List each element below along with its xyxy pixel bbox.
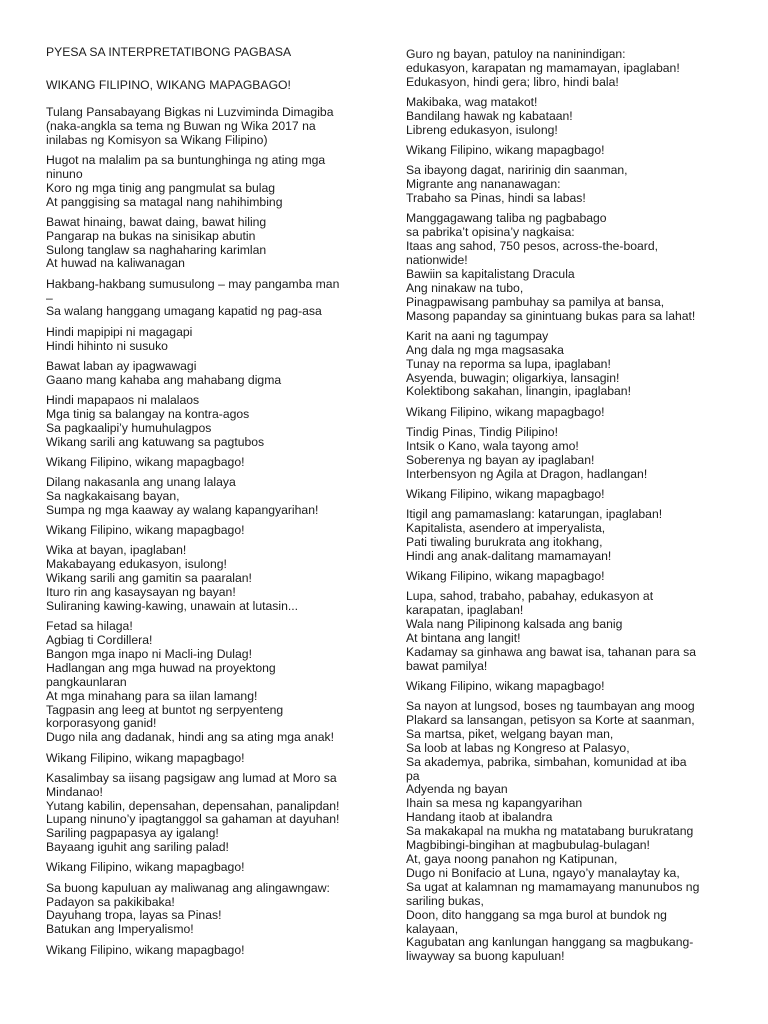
- stanza: [406, 48, 724, 90]
- poem-line: Gaano mang kahaba ang mahabang digma: [46, 372, 282, 387]
- poem-line: Guro ng bayan, patuloy na naninindigan:: [406, 47, 626, 61]
- stanza: [406, 570, 724, 584]
- poem-line: Hindi ang anak-dalitang mamamayan!: [406, 548, 612, 563]
- poem-line: Mindanao!: [46, 784, 103, 799]
- poem-line: Hindi mapipipi ni magagapi: [46, 324, 193, 339]
- poem-line: Asyenda, buwagin; oligarkiya, lansagin!: [406, 370, 620, 385]
- poem-line: –: [46, 290, 53, 305]
- poem-line: Wikang Filipino, wikang mapagbago!: [406, 143, 605, 158]
- poem-line: Sumpa ng mga kaaway ay walang kapangyarihan!: [46, 502, 319, 517]
- poem-line: Bangon mga inapo ni Macli-ing Dulag!: [46, 646, 252, 661]
- byline-line: Tulang Pansabayang Bigkas ni Luzviminda Dimagiba: [46, 104, 334, 119]
- poem-line: Makabayang edukasyon, isulong!: [46, 557, 227, 572]
- poem-line: Yutang kabilin, depensahan, depensahan, panalipdan!: [46, 798, 340, 813]
- poem-line: Bayaang iguhit ang sariling palad!: [46, 840, 229, 855]
- stanza: [406, 508, 724, 564]
- poem-line: At mga minahang para sa iilan lamang!: [46, 688, 258, 703]
- poem-line: At bintana ang langit!: [406, 630, 521, 645]
- poem-line: Sa walang hanggang umagang kapatid ng pag-asa: [46, 304, 322, 319]
- poem-line: Kasalimbay sa iisang pagsigaw ang lumad at Moro sa: [46, 770, 337, 785]
- poem-line: Wikang sarili ang gamitin sa paaralan!: [46, 571, 252, 586]
- poem-line: Wikang Filipino, wikang mapagbago!: [46, 523, 245, 538]
- poem-line: Fetad sa hilaga!: [46, 619, 133, 634]
- poem-line: Bandilang hawak ng kabataan!: [406, 108, 573, 123]
- poem-line: At huwad na kaliwanagan: [46, 256, 185, 271]
- poem-line: Mga tinig sa balangay na kontra-agos: [46, 406, 250, 421]
- poem-line: Sa buong kapuluan ay maliwanag ang alingawngaw:: [46, 880, 330, 895]
- stanza: [406, 426, 724, 482]
- poem-line: Wikang Filipino, wikang mapagbago!: [46, 750, 245, 765]
- poem-line: Wikang Filipino, wikang mapagbago!: [406, 568, 605, 583]
- poem-line: Plakard sa lansangan, petisyon sa Korte at saanman,: [406, 712, 695, 727]
- stanza: [46, 394, 368, 450]
- poem-line: Tunay na reporma sa lupa, ipaglaban!: [406, 356, 611, 371]
- poem-line: Edukasyon, hindi gera; libro, hindi bala!: [406, 74, 619, 89]
- stanza: [46, 326, 368, 354]
- poem-line: Migrante ang nananawagan:: [406, 177, 561, 192]
- poem-line: Makibaka, wag matakot!: [406, 95, 538, 110]
- poem-line: Wika at bayan, ipaglaban!: [46, 543, 187, 558]
- poem-line: Hadlangan ang mga huwad na proyektong: [46, 660, 276, 675]
- poem-line: bawat pamilya!: [406, 658, 488, 673]
- poem-line: Itaas ang sahod, 750 pesos, across-the-board,: [406, 239, 659, 254]
- poem-line: Lupang ninuno’y ipagtanggol sa gahaman at dayuhan!: [46, 812, 340, 827]
- poem-line: Dugo ni Bonifacio at Luna, ngayo’y manalaytay ka,: [406, 865, 680, 880]
- stanza: [406, 700, 724, 964]
- poem-line: Batukan ang Imperyalismo!: [46, 922, 194, 937]
- poem-line: Sa ugat at kalamnan ng mamamayang manunubos ng: [406, 879, 700, 894]
- poem-line: Kapitalista, asendero at imperyalista,: [406, 520, 606, 535]
- poem-line: Kolektibong sakahan, linangin, ipaglaban!: [406, 384, 631, 399]
- poem-line: Ituro rin ang kasaysayan ng bayan!: [46, 584, 236, 599]
- byline-line: (naka-angkla sa tema ng Buwan ng Wika 2017 na: [46, 118, 316, 133]
- poem-line: Ang ninakaw na tubo,: [406, 280, 524, 295]
- stanza: [46, 524, 368, 538]
- stanza: [46, 752, 368, 766]
- poem-line: Bawat laban ay ipagwawagi: [46, 358, 197, 373]
- stanza: [406, 330, 724, 400]
- stanza: [46, 882, 368, 938]
- poem-line: Padayon sa pakikibaka!: [46, 894, 175, 909]
- stanza: [46, 861, 368, 875]
- poem-line: Bawiin sa kapitalistang Dracula: [406, 266, 575, 281]
- poem-line: Magbibingi-bingihan at magbubulag-bulagan!: [406, 838, 650, 853]
- poem-line: Koro ng mga tinig ang pangmulat sa bulag: [46, 180, 276, 195]
- poem-line: Ihain sa mesa ng kapangyarihan: [406, 796, 583, 811]
- right-column: [406, 0, 724, 971]
- poem-line: nationwide!: [406, 252, 468, 267]
- stanza: [406, 96, 724, 138]
- left-column: [46, 0, 368, 964]
- poem-line: Trabaho sa Pinas, hindi sa labas!: [406, 191, 586, 206]
- left-stanzas: [46, 154, 368, 958]
- stanza: [46, 944, 368, 958]
- poem-line: Wikang Filipino, wikang mapagbago!: [406, 404, 605, 419]
- stanza: [46, 154, 368, 210]
- stanza: [46, 360, 368, 388]
- poem-line: kalayaan,: [406, 921, 459, 936]
- poem-line: Sa nayon at lungsod, boses ng taumbayan ang moog: [406, 699, 695, 714]
- stanza: [46, 456, 368, 470]
- poem-line: Adyenda ng bayan: [406, 782, 508, 797]
- poem-line: Handang itaob at ibalandra: [406, 810, 553, 825]
- poem-line: Pinagpawisang pambuhay sa pamilya at bansa,: [406, 294, 665, 309]
- stanza: [46, 544, 368, 614]
- poem-line: Suliraning kawing-kawing, unawain at lutasin...: [46, 598, 299, 613]
- poem-line: Sa nagkakaisang bayan,: [46, 488, 180, 503]
- poem-line: Hugot na malalim pa sa buntunghinga ng ating mga: [46, 152, 326, 167]
- poem-line: Pati tiwaling burukrata ang itokhang,: [406, 534, 603, 549]
- poem-line: Karit na aani ng tagumpay: [406, 328, 549, 343]
- poem-line: Bawat hinaing, bawat daing, bawat hiling: [46, 214, 267, 229]
- poem-line: Sa makakapal na mukha ng matatabang burukratang: [406, 824, 694, 839]
- poem-line: Sa loob at labas ng Kongreso at Palasyo,: [406, 740, 630, 755]
- poem-line: pangkaunlaran: [46, 674, 127, 689]
- stanza: [46, 772, 368, 855]
- stanza: [406, 164, 724, 206]
- byline-line: inilabas ng Komisyon sa Wikang Filipino): [46, 132, 268, 147]
- poem-line: Sariling pagpapasya ay igalang!: [46, 826, 219, 841]
- poem-line: Ang dala ng mga magsasaka: [406, 342, 564, 357]
- byline: [46, 106, 368, 148]
- poem-line: Soberenya ng bayan ay ipaglaban!: [406, 452, 595, 467]
- poem-line: Tagpasin ang leeg at buntot ng serpyenteng: [46, 702, 284, 717]
- poem-line: Libreng edukasyon, isulong!: [406, 122, 558, 137]
- poem-line: sariling bukas,: [406, 893, 484, 908]
- stanza: [406, 590, 724, 673]
- poem-line: Wikang Filipino, wikang mapagbago!: [46, 942, 245, 957]
- poem-line: Pangarap na bukas na sinisikap abutin: [46, 228, 256, 243]
- poem-line: Wikang sarili ang katuwang sa pagtubos: [46, 434, 265, 449]
- stanza: [406, 406, 724, 420]
- poem-line: Sa martsa, piket, welgang bayan man,: [406, 726, 614, 741]
- poem-line: Sa ibayong dagat, naririnig din saanman,: [406, 163, 628, 178]
- poem-line: liwayway sa buong kapuluan!: [406, 949, 565, 964]
- poem-line: Sa akademya, pabrika, simbahan, komunidad at iba: [406, 754, 687, 769]
- poem-line: Wikang Filipino, wikang mapagbago!: [46, 860, 245, 875]
- right-stanzas: [406, 48, 724, 964]
- poem-line: Dugo nila ang dadanak, hindi ang sa ating mga anak!: [46, 730, 334, 745]
- poem-title: WIKANG FILIPINO, WIKANG MAPAGBAGO!: [46, 77, 291, 92]
- poem-line: Tindig Pinas, Tindig Pilipino!: [406, 424, 558, 439]
- poem-line: korporasyong ganid!: [46, 716, 157, 731]
- poem-line: Hindi hihinto ni susuko: [46, 338, 168, 353]
- poem-line: Hakbang-hakbang sumusulong – may pangamba man: [46, 276, 340, 291]
- poem-line: At panggising sa matagal nang nahihimbing: [46, 194, 283, 209]
- stanza: [406, 680, 724, 694]
- stanza: [46, 476, 368, 518]
- poem-line: Wala nang Pilipinong kalsada ang banig: [406, 616, 623, 631]
- stanza: [46, 216, 368, 272]
- stanza: [46, 278, 368, 320]
- stanza: [406, 212, 724, 323]
- poem-line: Interbensyon ng Agila at Dragon, hadlangan!: [406, 466, 648, 481]
- poem-line: Lupa, sahod, trabaho, pabahay, edukasyon at: [406, 589, 654, 604]
- poem-line: At, gaya noong panahon ng Katipunan,: [406, 851, 618, 866]
- poem-line: pa: [406, 768, 420, 783]
- poem-line: Kagubatan ang kanlungan hanggang sa magbukang-: [406, 935, 694, 950]
- poem-line: edukasyon, karapatan ng mamamayan, ipaglaban!: [406, 60, 680, 75]
- poem-line: Itigil ang pamamaslang: katarungan, ipaglaban!: [406, 506, 663, 521]
- poem-line: Masong papanday sa ginintuang bukas para sa lahat!: [406, 308, 696, 323]
- poem-line: Agbiag ti Cordillera!: [46, 632, 153, 647]
- piece-label: PYESA SA INTERPRETATIBONG PAGBASA: [46, 45, 292, 59]
- poem-line: karapatan, ipaglaban!: [406, 602, 524, 617]
- poem-line: Dayuhang tropa, layas sa Pinas!: [46, 908, 222, 923]
- poem-line: Wikang Filipino, wikang mapagbago!: [406, 678, 605, 693]
- poem-line: Hindi mapapaos ni malalaos: [46, 392, 200, 407]
- poem-line: Wikang Filipino, wikang mapagbago!: [406, 486, 605, 501]
- poem-line: ninuno: [46, 166, 83, 181]
- poem-line: Intsik o Kano, wala tayong amo!: [406, 438, 579, 453]
- poem-line: Sa pagkaalipi’y humuhulagpos: [46, 420, 212, 435]
- poem-line: Wikang Filipino, wikang mapagbago!: [46, 454, 245, 469]
- poem-line: Doon, dito hanggang sa mga burol at bundok ng: [406, 907, 667, 922]
- poem-line: sa pabrika’t opisina’y nagkaisa:: [406, 225, 575, 240]
- poem-line: Sulong tanglaw sa naghaharing karimlan: [46, 242, 267, 257]
- poem-line: Kadamay sa ginhawa ang bawat isa, tahanan para sa: [406, 644, 696, 659]
- poem-line: Dilang nakasanla ang unang lalaya: [46, 475, 236, 490]
- poem-line: Manggagawang taliba ng pagbabago: [406, 211, 607, 226]
- stanza: [406, 144, 724, 158]
- stanza: [46, 620, 368, 745]
- stanza: [406, 488, 724, 502]
